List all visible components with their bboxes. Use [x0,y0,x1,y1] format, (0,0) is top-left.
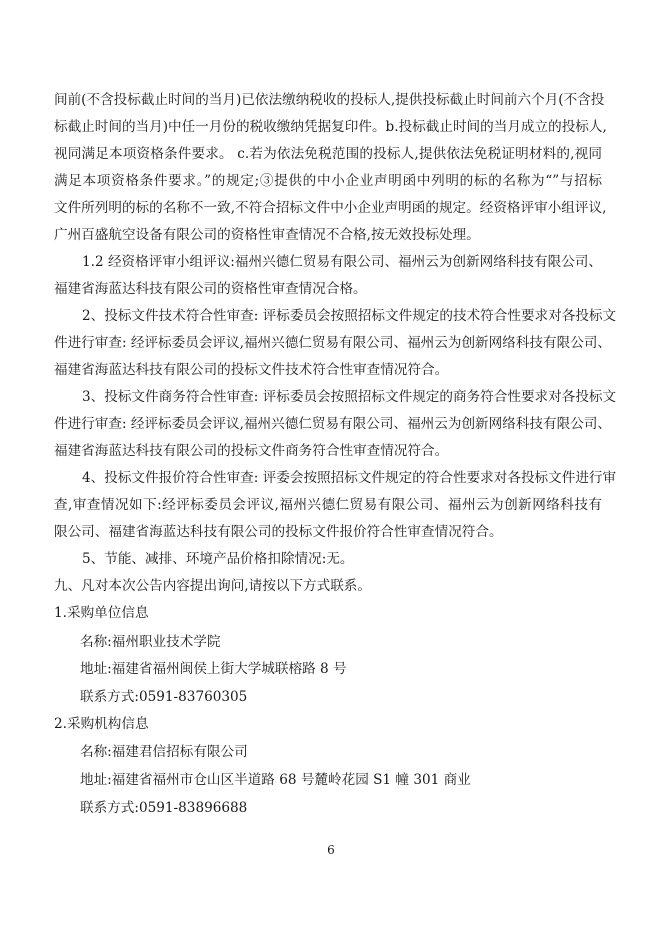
paragraph-line: 1.2 经资格评审小组评议:福州兴德仁贸易有限公司、福州云为创新网络科技有限公司、 [82,254,602,270]
purchaser-phone: 联系方式:0591-83760305 [80,689,248,705]
agency-name: 名称:福建君信招标有限公司 [80,744,248,760]
paragraph-line: 件进行审查: 经评标委员会评议,福州兴德仁贸易有限公司、福州云为创新网络科技有限公司、 [54,335,611,351]
paragraph-line: 广州百盛航空设备有限公司的资格性审查情况不合格,按无效投标处理。 [54,227,480,243]
paragraph-line: 4、投标文件报价符合性审查: 评委会按照招标文件规定的符合性要求对各投标文件进行审 [82,470,617,486]
paragraph-line: 视同满足本项资格条件要求。 c.若为依法免税范围的投标人,提供依法免税证明材料的,视同 [54,146,602,162]
purchaser-address: 地址:福建省福州闽侯上街大学城联榕路 8 号 [80,661,347,677]
paragraph-line: 标截止时间的当月)中任一月份的税收缴纳凭据复印件。b.投标截止时间的当月成立的投标人, [54,119,607,135]
paragraph-line: 福建省海蓝达科技有限公司的投标文件技术符合性审查情况符合。 [54,362,449,378]
purchaser-name: 名称:福州职业技术学院 [80,634,221,650]
paragraph-line: 间前(不含投标截止时间的当月)已依法缴纳税收的投标人,提供投标截止时间前六个月(不含投 [54,92,605,108]
paragraph-line: 文件所列明的标的名称不一致,不符合招标文件中小企业声明函的规定。经资格评审小组评议, [54,200,607,216]
paragraph-line: 限公司、福建省海蓝达科技有限公司的投标文件报价符合性审查情况符合。 [54,524,503,540]
agency-phone: 联系方式:0591-83896688 [80,800,248,816]
paragraph-line: 福建省海蓝达科技有限公司的资格性审查情况合格。 [54,281,367,297]
paragraph-line: 3、投标文件商务符合性审查: 评标委员会按照招标文件规定的商务符合性要求对各投标文 [82,389,617,405]
paragraph-line: 2、投标文件技术符合性审查: 评标委员会按照招标文件规定的技术符合性要求对各投标文 [82,308,617,324]
contact-section-heading: 九、凡对本次公告内容提出询问,请按以下方式联系。 [54,578,371,594]
purchaser-heading: 1.采购单位信息 [54,605,149,621]
paragraph-line: 件进行审查: 经评标委员会评议,福州兴德仁贸易有限公司、福州云为创新网络科技有限公司、 [54,416,611,432]
paragraph-line: 查,审查情况如下:经评标委员会评议,福州兴德仁贸易有限公司、福州云为创新网络科技有 [54,497,602,513]
price-deduction-paragraph: 5、节能、减排、环境产品价格扣除情况:无。 [82,551,354,567]
page-number: 6 [327,843,335,857]
paragraph-line: 福建省海蓝达科技有限公司的投标文件商务符合性审查情况符合。 [54,443,449,459]
paragraph-line: 满足本项资格条件要求。”的规定;③提供的中小企业声明函中列明的标的名称为“”与招标 [54,173,602,189]
agency-heading: 2.采购机构信息 [54,716,149,732]
agency-address: 地址:福建省福州市仓山区半道路 68 号麓岭花园 S1 幢 301 商业 [80,772,471,788]
